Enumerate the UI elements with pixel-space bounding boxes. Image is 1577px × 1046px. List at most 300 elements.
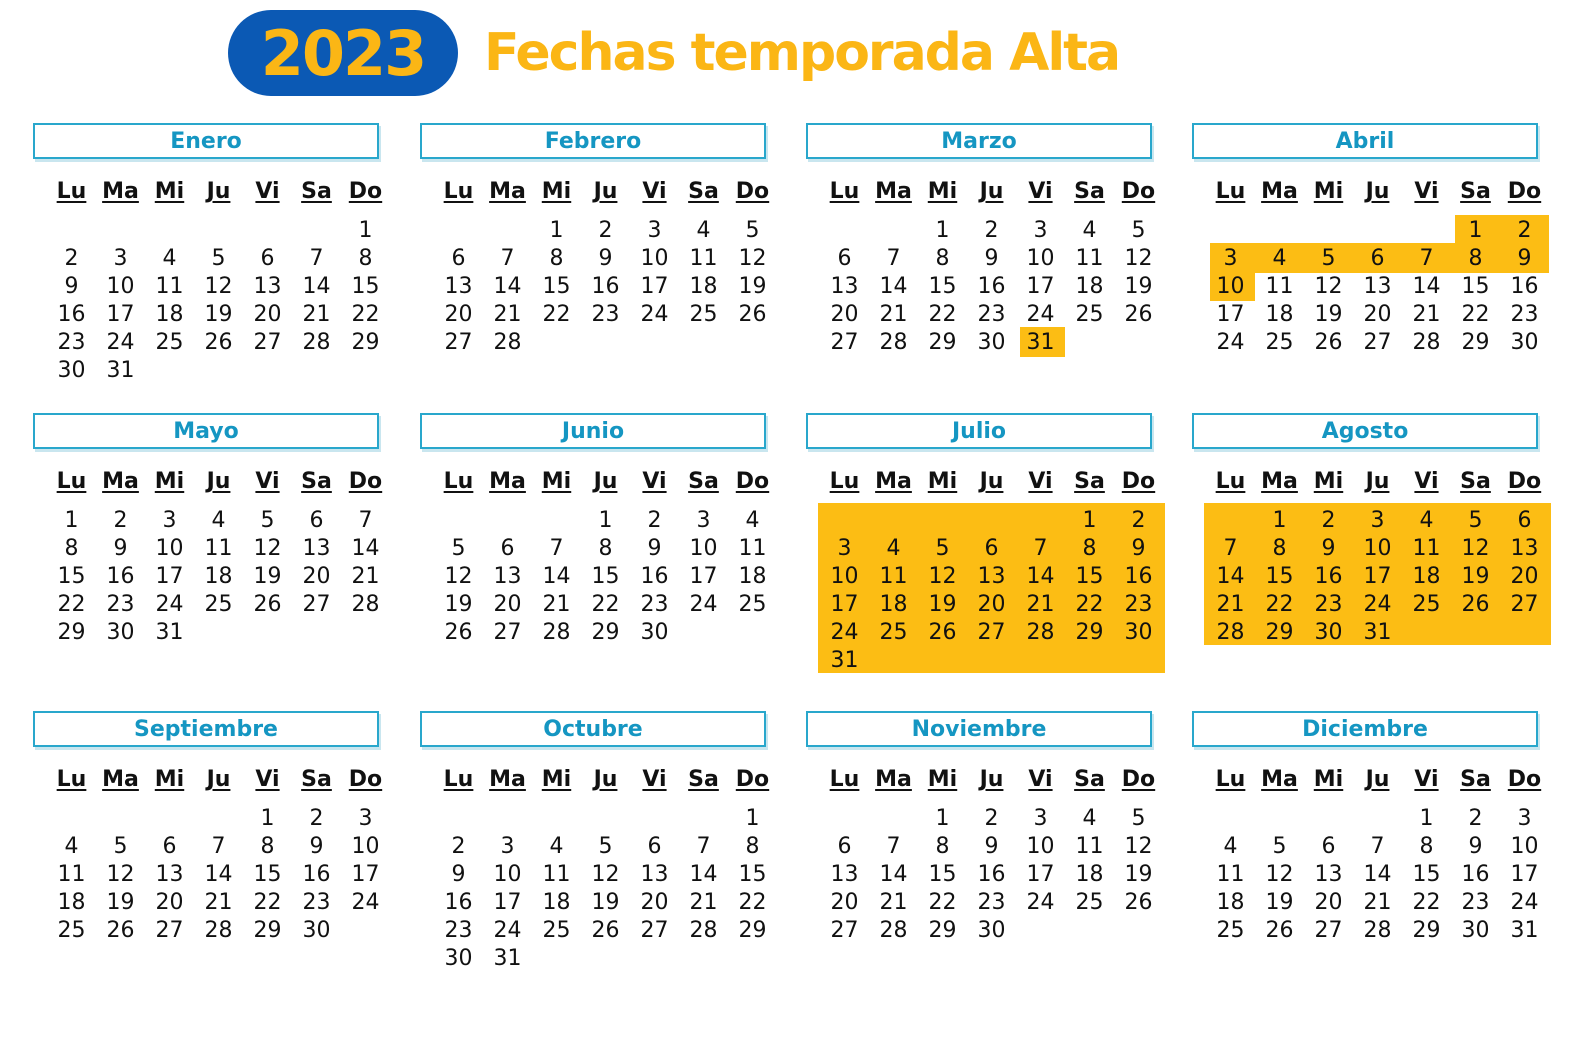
- day-cell: 18: [1075, 274, 1104, 299]
- day-cell: 23: [977, 302, 1006, 327]
- day-cell: 11: [57, 862, 86, 887]
- weekday-header-row: [434, 767, 770, 797]
- day-cell: 21: [351, 564, 380, 589]
- day-cell: 27: [1314, 918, 1343, 943]
- days-grid: [47, 805, 383, 945]
- empty-cell: [532, 507, 581, 535]
- day-cell: 28: [351, 592, 380, 617]
- day-cell: 5: [1131, 806, 1146, 831]
- day-cell: 3: [113, 246, 128, 271]
- day-cell: 2: [598, 218, 613, 243]
- weekday-label: Vi: [1414, 767, 1439, 792]
- day-cell: 4: [696, 218, 711, 243]
- month-title: Octubre: [420, 711, 766, 747]
- weekday-label: Mi: [927, 179, 958, 204]
- day-cell: 7: [309, 246, 324, 271]
- day-cell: 12: [1124, 246, 1153, 271]
- day-cell: 5: [113, 834, 128, 859]
- day-cell: 13: [155, 862, 184, 887]
- day-cell: 16: [106, 564, 135, 589]
- day-cell: 6: [162, 834, 177, 859]
- weekday-header-row: [47, 179, 383, 209]
- empty-cell: [434, 217, 483, 245]
- weekday-label: Mi: [154, 179, 185, 204]
- day-cell: 28: [1363, 918, 1392, 943]
- day-cell: 15: [253, 862, 282, 887]
- day-cell: 18: [542, 890, 571, 915]
- day-cell: 2: [984, 218, 999, 243]
- day-cell: 3: [358, 806, 373, 831]
- empty-cell: [434, 507, 483, 535]
- day-cell: 2: [309, 806, 324, 831]
- day-cell: 19: [738, 274, 767, 299]
- day-cell: 17: [640, 274, 669, 299]
- day-cell: 20: [155, 890, 184, 915]
- day-cell-high-season: 5: [1468, 508, 1483, 533]
- day-cell: 9: [984, 834, 999, 859]
- month-title: Agosto: [1192, 413, 1538, 449]
- day-cell: 30: [106, 620, 135, 645]
- day-cell: 14: [302, 274, 331, 299]
- day-cell: 27: [1363, 330, 1392, 355]
- days-grid: [47, 217, 383, 385]
- day-cell: 20: [493, 592, 522, 617]
- weekday-label: Lu: [1215, 767, 1246, 792]
- day-cell-high-season: 14: [1026, 564, 1055, 589]
- day-cell: 18: [57, 890, 86, 915]
- day-cell: 25: [1075, 302, 1104, 327]
- page-title: Fechas temporada Alta: [484, 23, 1120, 83]
- day-cell: 26: [738, 302, 767, 327]
- day-cell: 30: [1461, 918, 1490, 943]
- day-cell: 20: [830, 890, 859, 915]
- month-grid: [47, 469, 383, 647]
- weekday-header-row: [820, 767, 1156, 797]
- empty-cell: [1353, 805, 1402, 833]
- day-cell: 7: [500, 246, 515, 271]
- empty-cell: [96, 217, 145, 245]
- weekday-label: Ma: [489, 469, 526, 494]
- day-cell: 11: [1216, 862, 1245, 887]
- weekday-label: Ma: [1261, 767, 1298, 792]
- empty-cell: [1402, 217, 1451, 245]
- day-cell: 17: [1510, 862, 1539, 887]
- empty-cell: [47, 217, 96, 245]
- day-cell: 20: [1363, 302, 1392, 327]
- day-cell-high-season: 19: [928, 592, 957, 617]
- weekday-label: Ma: [102, 179, 139, 204]
- day-cell: 11: [542, 862, 571, 887]
- day-cell: 21: [493, 302, 522, 327]
- empty-cell: [194, 217, 243, 245]
- empty-cell: [145, 805, 194, 833]
- day-cell-high-season: 12: [1461, 536, 1490, 561]
- day-cell: 24: [689, 592, 718, 617]
- empty-cell: [869, 805, 918, 833]
- weekday-header-row: [434, 469, 770, 499]
- empty-cell: [630, 805, 679, 833]
- empty-cell: [1016, 507, 1065, 535]
- day-cell: 22: [738, 890, 767, 915]
- day-cell: 29: [1461, 330, 1490, 355]
- day-cell: 30: [1510, 330, 1539, 355]
- day-cell: 12: [106, 862, 135, 887]
- weekday-label: Lu: [443, 767, 474, 792]
- day-cell: 23: [57, 330, 86, 355]
- day-cell: 9: [309, 834, 324, 859]
- day-cell-high-season: 27: [977, 620, 1006, 645]
- empty-cell: [918, 507, 967, 535]
- day-cell-high-season: 29: [1265, 620, 1294, 645]
- day-cell: 22: [928, 890, 957, 915]
- weekday-label: Lu: [56, 179, 87, 204]
- day-cell: 17: [351, 862, 380, 887]
- day-cell: 19: [1124, 274, 1153, 299]
- day-cell: 15: [542, 274, 571, 299]
- month-febrero: [420, 123, 770, 357]
- day-cell: 15: [928, 862, 957, 887]
- day-cell: 7: [1370, 834, 1385, 859]
- month-abril: [1192, 123, 1542, 357]
- day-cell: 30: [302, 918, 331, 943]
- day-cell: 30: [444, 946, 473, 971]
- day-cell: 12: [444, 564, 473, 589]
- day-cell: 22: [542, 302, 571, 327]
- day-cell: 5: [1272, 834, 1287, 859]
- day-cell: 18: [204, 564, 233, 589]
- day-cell: 14: [542, 564, 571, 589]
- weekday-label: Vi: [255, 179, 280, 204]
- day-cell: 1: [935, 218, 950, 243]
- weekday-label: Vi: [1414, 179, 1439, 204]
- day-cell: 16: [977, 274, 1006, 299]
- weekday-label: Ju: [979, 469, 1004, 494]
- day-cell: 18: [1075, 862, 1104, 887]
- weekday-label: Vi: [1028, 767, 1053, 792]
- day-cell: 16: [1510, 274, 1539, 299]
- day-cell: 21: [302, 302, 331, 327]
- month-title: Julio: [806, 413, 1152, 449]
- weekday-label: Ma: [875, 469, 912, 494]
- day-cell: 8: [260, 834, 275, 859]
- day-cell-high-season: 17: [830, 592, 859, 617]
- day-cell: 22: [1461, 302, 1490, 327]
- month-grid: [47, 179, 383, 385]
- day-cell: 28: [689, 918, 718, 943]
- day-cell-high-season: 31: [1363, 620, 1392, 645]
- day-cell-high-season: 7: [1419, 246, 1434, 271]
- day-cell-high-season: 6: [1517, 508, 1532, 533]
- day-cell: 19: [591, 890, 620, 915]
- empty-cell: [1255, 805, 1304, 833]
- day-cell-high-season: 30: [1314, 620, 1343, 645]
- day-cell-high-season: 2: [1131, 508, 1146, 533]
- day-cell: 23: [1461, 890, 1490, 915]
- day-cell: 26: [253, 592, 282, 617]
- weekday-label: Ju: [979, 767, 1004, 792]
- day-cell-high-season: 4: [1272, 246, 1287, 271]
- month-mayo: [33, 413, 383, 647]
- day-cell: 2: [1468, 806, 1483, 831]
- day-cell-high-season: 29: [1075, 620, 1104, 645]
- day-cell-high-season: 18: [1412, 564, 1441, 589]
- day-cell: 22: [57, 592, 86, 617]
- day-cell: 20: [444, 302, 473, 327]
- day-cell: 17: [106, 302, 135, 327]
- day-cell: 7: [886, 246, 901, 271]
- day-cell: 1: [935, 806, 950, 831]
- weekday-label: Lu: [1215, 469, 1246, 494]
- empty-cell: [1206, 805, 1255, 833]
- day-cell-high-season: 30: [1124, 620, 1153, 645]
- day-cell: 25: [542, 918, 571, 943]
- weekday-label: Vi: [1028, 179, 1053, 204]
- day-cell: 8: [745, 834, 760, 859]
- day-cell: 7: [549, 536, 564, 561]
- weekday-label: Ju: [1365, 469, 1390, 494]
- month-grid: [1206, 469, 1542, 647]
- day-cell: 24: [493, 918, 522, 943]
- day-cell-high-season: 13: [1510, 536, 1539, 561]
- day-cell: 28: [302, 330, 331, 355]
- day-cell: 1: [598, 508, 613, 533]
- day-cell-high-season: 4: [1419, 508, 1434, 533]
- day-cell-high-season: 26: [1461, 592, 1490, 617]
- weekday-label: Sa: [1460, 469, 1491, 494]
- month-grid: [434, 767, 770, 973]
- day-cell: 30: [57, 358, 86, 383]
- day-cell: 12: [1265, 862, 1294, 887]
- day-cell-high-season: 27: [1510, 592, 1539, 617]
- day-cell-high-season: 21: [1026, 592, 1055, 617]
- weekday-label: Do: [348, 469, 383, 494]
- day-cell: 21: [879, 302, 908, 327]
- day-cell: 5: [598, 834, 613, 859]
- day-cell: 10: [640, 246, 669, 271]
- weekday-header-row: [1206, 767, 1542, 797]
- page-header: [228, 10, 1119, 96]
- day-cell-high-season: 25: [1412, 592, 1441, 617]
- empty-cell: [483, 805, 532, 833]
- day-cell: 19: [1124, 862, 1153, 887]
- day-cell: 4: [549, 834, 564, 859]
- weekday-label: Ma: [875, 179, 912, 204]
- day-cell: 1: [549, 218, 564, 243]
- day-cell-high-season: 2: [1517, 218, 1532, 243]
- day-cell: 17: [155, 564, 184, 589]
- day-cell: 3: [696, 508, 711, 533]
- days-grid: [820, 217, 1156, 357]
- empty-cell: [145, 217, 194, 245]
- day-cell: 6: [260, 246, 275, 271]
- day-cell-high-season: 6: [984, 536, 999, 561]
- day-cell: 31: [155, 620, 184, 645]
- day-cell-high-season: 5: [935, 536, 950, 561]
- day-cell: 16: [1461, 862, 1490, 887]
- day-cell: 15: [591, 564, 620, 589]
- weekday-label: Ma: [1261, 179, 1298, 204]
- day-cell-high-season: 20: [977, 592, 1006, 617]
- day-cell: 11: [1075, 246, 1104, 271]
- day-cell-high-season: 24: [830, 620, 859, 645]
- day-cell-high-season: 13: [977, 564, 1006, 589]
- day-cell: 8: [1419, 834, 1434, 859]
- day-cell-high-season: 18: [879, 592, 908, 617]
- day-cell: 3: [1033, 218, 1048, 243]
- day-cell: 24: [1510, 890, 1539, 915]
- weekday-label: Sa: [1074, 179, 1105, 204]
- day-cell: 17: [1026, 862, 1055, 887]
- day-cell: 23: [444, 918, 473, 943]
- day-cell: 11: [738, 536, 767, 561]
- weekday-label: Vi: [1028, 469, 1053, 494]
- day-cell-high-season: 12: [928, 564, 957, 589]
- day-cell: 9: [451, 862, 466, 887]
- day-cell: 24: [351, 890, 380, 915]
- empty-cell: [581, 805, 630, 833]
- weekday-label: Lu: [1215, 179, 1246, 204]
- day-cell: 26: [1124, 890, 1153, 915]
- day-cell: 15: [928, 274, 957, 299]
- day-cell: 16: [444, 890, 473, 915]
- day-cell: 25: [1075, 890, 1104, 915]
- day-cell-high-season: 25: [879, 620, 908, 645]
- day-cell: 14: [204, 862, 233, 887]
- day-cell-high-season: 28: [1026, 620, 1055, 645]
- day-cell: 15: [1412, 862, 1441, 887]
- empty-cell: [820, 217, 869, 245]
- empty-cell: [292, 217, 341, 245]
- empty-cell: [194, 805, 243, 833]
- days-grid: [820, 805, 1156, 945]
- day-cell: 26: [444, 620, 473, 645]
- day-cell: 7: [358, 508, 373, 533]
- day-cell: 28: [1412, 330, 1441, 355]
- day-cell: 27: [253, 330, 282, 355]
- day-cell: 10: [1510, 834, 1539, 859]
- day-cell: 13: [1314, 862, 1343, 887]
- day-cell: 12: [1314, 274, 1343, 299]
- weekday-label: Mi: [927, 767, 958, 792]
- day-cell: 17: [1216, 302, 1245, 327]
- weekday-label: Ju: [1365, 179, 1390, 204]
- month-title: Junio: [420, 413, 766, 449]
- days-grid: [1206, 507, 1542, 647]
- weekday-label: Lu: [829, 179, 860, 204]
- day-cell-high-season: 1: [1468, 218, 1483, 243]
- day-cell: 11: [689, 246, 718, 271]
- day-cell: 6: [309, 508, 324, 533]
- day-cell: 24: [106, 330, 135, 355]
- weekday-label: Ma: [102, 469, 139, 494]
- weekday-label: Ju: [979, 179, 1004, 204]
- day-cell: 22: [1412, 890, 1441, 915]
- day-cell: 19: [1314, 302, 1343, 327]
- empty-cell: [1353, 217, 1402, 245]
- days-grid: [434, 805, 770, 973]
- weekday-label: Ju: [593, 179, 618, 204]
- day-cell: 13: [640, 862, 669, 887]
- day-cell: 13: [1363, 274, 1392, 299]
- day-cell: 25: [204, 592, 233, 617]
- weekday-label: Mi: [927, 469, 958, 494]
- day-cell: 3: [1033, 806, 1048, 831]
- weekday-label: Ma: [489, 179, 526, 204]
- day-cell: 5: [451, 536, 466, 561]
- weekday-label: Sa: [1074, 469, 1105, 494]
- weekday-header-row: [47, 767, 383, 797]
- day-cell: 4: [162, 246, 177, 271]
- day-cell-high-season: 6: [1370, 246, 1385, 271]
- weekday-label: Ju: [206, 767, 231, 792]
- day-cell: 4: [1223, 834, 1238, 859]
- day-cell: 18: [1216, 890, 1245, 915]
- day-cell-high-season: 1: [1272, 508, 1287, 533]
- day-cell-high-season: 1: [1082, 508, 1097, 533]
- day-cell: 14: [879, 274, 908, 299]
- day-cell: 27: [155, 918, 184, 943]
- day-cell: 1: [358, 218, 373, 243]
- day-cell: 15: [1461, 274, 1490, 299]
- day-cell: 30: [977, 330, 1006, 355]
- empty-cell: [869, 217, 918, 245]
- weekday-label: Lu: [56, 767, 87, 792]
- month-grid: [47, 767, 383, 945]
- day-cell: 31: [106, 358, 135, 383]
- weekday-label: Lu: [829, 767, 860, 792]
- weekday-label: Do: [735, 179, 770, 204]
- day-cell: 20: [253, 302, 282, 327]
- empty-cell: [47, 805, 96, 833]
- empty-cell: [434, 805, 483, 833]
- day-cell: 17: [689, 564, 718, 589]
- month-grid: [820, 179, 1156, 357]
- day-cell: 26: [204, 330, 233, 355]
- month-enero: [33, 123, 383, 385]
- weekday-label: Do: [1121, 767, 1156, 792]
- empty-cell: [820, 805, 869, 833]
- day-cell: 29: [928, 330, 957, 355]
- day-cell: 16: [591, 274, 620, 299]
- month-septiembre: [33, 711, 383, 945]
- weekday-label: Mi: [541, 179, 572, 204]
- month-grid: [434, 469, 770, 647]
- day-cell-high-season: 11: [1412, 536, 1441, 561]
- weekday-label: Sa: [1460, 767, 1491, 792]
- day-cell: 13: [253, 274, 282, 299]
- empty-cell: [869, 507, 918, 535]
- day-cell: 12: [253, 536, 282, 561]
- day-cell: 1: [260, 806, 275, 831]
- day-cell: 21: [1412, 302, 1441, 327]
- day-cell: 4: [211, 508, 226, 533]
- day-cell: 27: [444, 330, 473, 355]
- weekday-label: Ma: [875, 767, 912, 792]
- day-cell: 30: [640, 620, 669, 645]
- day-cell-high-season: 2: [1321, 508, 1336, 533]
- weekday-label: Ju: [593, 767, 618, 792]
- empty-cell: [1304, 805, 1353, 833]
- day-cell: 4: [745, 508, 760, 533]
- day-cell: 27: [830, 918, 859, 943]
- empty-cell: [532, 805, 581, 833]
- day-cell: 25: [738, 592, 767, 617]
- weekday-label: Do: [735, 469, 770, 494]
- day-cell: 31: [493, 946, 522, 971]
- day-cell-high-season: 16: [1314, 564, 1343, 589]
- day-cell: 26: [1314, 330, 1343, 355]
- day-cell-high-season: 9: [1131, 536, 1146, 561]
